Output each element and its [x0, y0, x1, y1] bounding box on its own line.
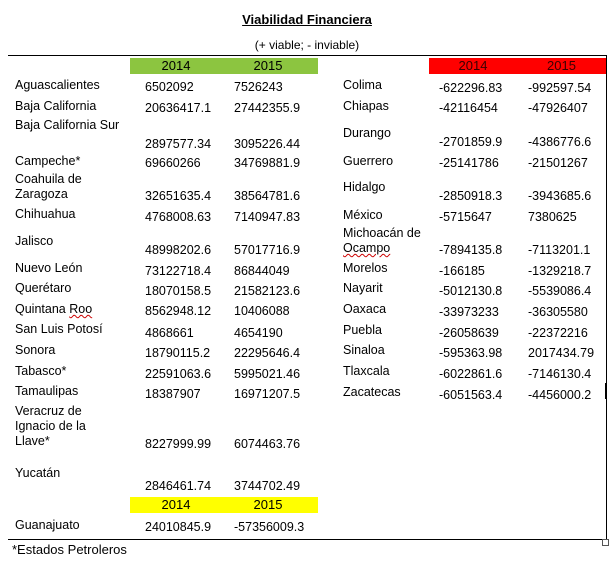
left-row-name: Yucatán: [15, 466, 61, 480]
header-inviable-2014: 2014: [458, 58, 488, 73]
right-row-2014: -26058639: [439, 326, 499, 340]
header-mixed-2014: 2014: [161, 497, 191, 512]
right-row-name: Michoacán de Ocampo: [343, 226, 421, 255]
right-row-2015: 2017434.79: [528, 346, 595, 360]
right-row-name: Guerrero: [343, 154, 394, 168]
right-row-2015: -3943685.6: [528, 189, 592, 203]
right-row-2014: -5715647: [439, 210, 492, 224]
right-row-2014: -33973233: [439, 305, 499, 319]
left-row-2014: 48998202.6: [145, 243, 212, 257]
left-row-2015: 5995021.46: [234, 367, 301, 381]
text-cursor: [605, 383, 607, 399]
left-row-2015: 21582123.6: [234, 284, 301, 298]
left-row-2014: 18387907: [145, 387, 201, 401]
left-row-2014: 2846461.74: [145, 479, 212, 493]
left-row-name-text: Quintana Roo: [15, 302, 93, 316]
right-row-2015: -22372216: [528, 326, 588, 340]
left-row-name: Campeche*: [15, 154, 81, 168]
right-row-name: Nayarit: [343, 281, 383, 295]
right-row-2014: -166185: [439, 264, 485, 278]
document-subtitle: (+ viable; - inviable): [254, 38, 360, 52]
right-row-2015: -36305580: [528, 305, 588, 319]
right-row-2015: -992597.54: [528, 81, 592, 95]
spellcheck-underline: Ocampo: [343, 241, 391, 255]
document-title: Viabilidad Financiera: [242, 12, 372, 27]
left-row-2015: 34769881.9: [234, 156, 301, 170]
right-row-name: Durango: [343, 126, 391, 140]
resize-handle-icon[interactable]: [602, 539, 609, 546]
spellcheck-underline: Roo: [69, 302, 93, 316]
left-row-2015: 3744702.49: [234, 479, 301, 493]
footnote: *Estados Petroleros: [12, 542, 127, 557]
right-row-2014: -5012130.8: [439, 284, 503, 298]
right-row-2015: -4456000.2: [528, 388, 592, 402]
left-row-name: Veracruz de Ignacio de la Llave*: [15, 404, 86, 448]
right-row-2014: -42116454: [439, 101, 498, 115]
right-row-2015: -47926407: [528, 101, 588, 115]
left-row-2014: 18790115.2: [145, 346, 211, 360]
left-row-2014: 32651635.4: [145, 189, 212, 203]
left-row-2015: 3095226.44: [234, 137, 301, 151]
right-row-name: Morelos: [343, 261, 388, 275]
left-row-name: San Luis Potosí: [15, 322, 103, 336]
left-row-2015: 86844049: [234, 264, 290, 278]
left-row-name: Coahuila de Zaragoza: [15, 172, 82, 201]
top-divider: [8, 55, 606, 56]
left-row-2015: 16971207.5: [234, 387, 301, 401]
header-mixed-2015: 2015: [253, 497, 283, 512]
left-row-2014: 8562948.12: [145, 304, 212, 318]
left-row-2014: 2897577.34: [145, 137, 212, 151]
left-row-2015: 7526243: [234, 80, 283, 94]
right-row-2014: -6022861.6: [439, 367, 503, 381]
right-row-name: Sinaloa: [343, 343, 385, 357]
left-row-2015: 4654190: [234, 326, 283, 340]
left-row-name: Baja California: [15, 99, 97, 113]
left-row-2014: 22591063.6: [145, 367, 212, 381]
left-row-name: Tabasco*: [15, 364, 67, 378]
left-row-2015: 38564781.6: [234, 189, 301, 203]
right-row-2014: -2850918.3: [439, 189, 503, 203]
header-inviable: [429, 58, 606, 74]
left-row-2014: 18070158.5: [145, 284, 212, 298]
header-mixed: [130, 497, 318, 513]
left-row-name: Baja California Sur: [15, 118, 120, 132]
right-row-2015: -7146130.4: [528, 367, 592, 381]
left-row-name: Chihuahua: [15, 207, 76, 221]
left-row-name: Querétaro: [15, 281, 72, 295]
header-viable-2014: 2014: [161, 58, 191, 73]
left-row-name: Sonora: [15, 343, 56, 357]
right-row-name: México: [343, 208, 383, 222]
left-row-2014: 20636417.1: [145, 101, 212, 115]
left-row-2014: 6502092: [145, 80, 194, 94]
left-row-2014: 4868661: [145, 326, 194, 340]
left-row-name: [15, 302, 92, 317]
left-row-2015: 6074463.76: [234, 437, 301, 451]
right-row-name: Hidalgo: [343, 180, 386, 194]
left-row-2014: 4768008.63: [145, 210, 212, 224]
right-row-2015: -5539086.4: [528, 284, 592, 298]
right-row-name: Colima: [343, 78, 382, 92]
right-row-name: Puebla: [343, 323, 382, 337]
right-row-2015: 7380625: [528, 210, 577, 224]
left-row-2015: 27442355.9: [234, 101, 301, 115]
right-row-2014: -6051563.4: [439, 388, 503, 402]
bottom-row-name: Guanajuato: [15, 518, 80, 532]
left-row-name: Tamaulipas: [15, 384, 79, 398]
right-row-name: Oaxaca: [343, 302, 387, 316]
right-row-2015: -7113201.1: [528, 243, 591, 257]
right-row-2014: -2701859.9: [439, 135, 503, 149]
header-viable-2015: 2015: [253, 58, 283, 73]
bottom-row-2015: -57356009.3: [234, 520, 305, 534]
right-row-2015: -21501267: [528, 156, 588, 170]
header-inviable-2015: 2015: [547, 58, 576, 73]
left-row-2015: 57017716.9: [234, 243, 301, 257]
right-row-2014: -622296.83: [439, 81, 503, 95]
left-row-2014: 73122718.4: [145, 264, 212, 278]
right-row-2014: -25141786: [439, 156, 499, 170]
right-row-name: Chiapas: [343, 99, 389, 113]
left-row-name: Nuevo León: [15, 261, 83, 275]
left-row-name: Aguascalientes: [15, 78, 100, 92]
bottom-row-2014: 24010845.9: [145, 520, 212, 534]
right-row-2014: -595363.98: [439, 346, 503, 360]
right-row-2014: -7894135.8: [439, 243, 503, 257]
right-row-2015: -4386776.6: [528, 135, 592, 149]
right-row-2015: -1329218.7: [528, 264, 592, 278]
left-row-name: Jalisco: [15, 234, 54, 248]
bottom-divider: [8, 539, 606, 540]
left-row-2014: 8227999.99: [145, 437, 212, 451]
right-row-name: Zacatecas: [343, 385, 401, 399]
right-border: [606, 55, 607, 539]
left-row-2015: 10406088: [234, 304, 290, 318]
header-viable: [130, 58, 318, 74]
left-row-2015: 22295646.4: [234, 346, 301, 360]
right-row-name: Tlaxcala: [343, 364, 390, 378]
left-row-2014: 69660266: [145, 156, 201, 170]
left-row-2015: 7140947.83: [234, 210, 301, 224]
